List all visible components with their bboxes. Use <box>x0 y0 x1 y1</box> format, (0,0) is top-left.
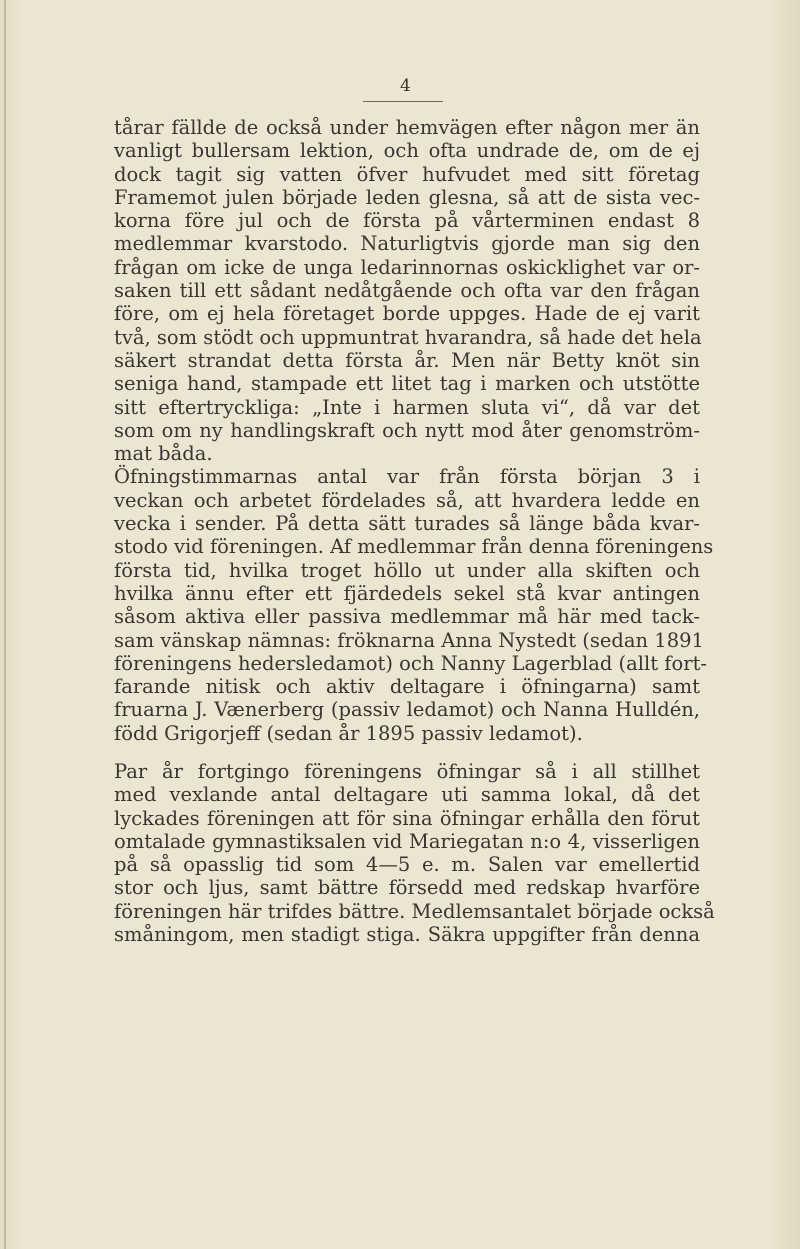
text-line: dock tagit sig vatten öfver hufvudet med sitt företag <box>114 162 700 186</box>
text-line: hvilka ännu efter ett fjärdedels sekel stå kvar antingen <box>114 581 700 605</box>
text-line: fruarna J. Vænerberg (passiv ledamot) och Nanna Hulldén, <box>114 698 700 722</box>
text-line: två, som stödt och uppmuntrat hvarandra, så hade det hela <box>114 325 702 349</box>
text-line: medlemmar kvarstodo. Naturligtvis gjorde man sig den <box>114 232 700 256</box>
text-line: såsom aktiva eller passiva medlemmar må här med tack- <box>114 605 700 629</box>
text-line: seniga hand, stampade ett litet tag i marken och utstötte <box>114 372 700 396</box>
text-line: vecka i sender. På detta sätt turades så länge båda kvar- <box>114 512 700 536</box>
text-line: frågan om icke de unga ledarinnornas oskicklighet var or- <box>114 255 700 279</box>
page-edge <box>4 0 6 1249</box>
text-line: Öfningstimmarnas antal var från första början 3 i <box>114 465 700 489</box>
text-line: föreningens hedersledamot) och Nanny Lagerblad (allt fort- <box>114 651 707 675</box>
text-line: småningom, men stadigt stiga. Säkra uppgifter från denna <box>114 923 700 947</box>
text-line: vanligt bullersam lektion, och ofta undrade de, om de ej <box>114 139 700 163</box>
paragraph-1 <box>114 116 714 745</box>
text-line: med vexlande antal deltagare uti samma lokal, då det <box>114 783 700 807</box>
text-line: Framemot julen började leden glesna, så att de sista vec- <box>114 185 700 209</box>
text-line: mat båda. <box>114 442 213 466</box>
text-line: sitt eftertryckliga: „Inte i harmen sluta vi“, då var det <box>114 395 700 419</box>
text-line: tårar fällde de också under hemvägen efter någon mer än <box>114 116 700 139</box>
header-rule <box>363 101 443 102</box>
paragraph-2 <box>114 760 715 947</box>
text-line: stodo vid föreningen. Af medlemmar från denna föreningens <box>114 535 714 559</box>
text-line: första tid, hvilka troget höllo ut under alla skiften och <box>114 558 700 582</box>
text-line: på så opasslig tid som 4—5 e. m. Salen var emellertid <box>114 853 700 877</box>
text-line: före, om ej hela företaget borde uppges. Hade de ej varit <box>114 302 700 326</box>
text-line: stor och ljus, samt bättre försedd med redskap hvarföre <box>114 876 700 900</box>
text-line: säkert strandat detta första år. Men när Betty knöt sin <box>114 348 700 372</box>
text-line: sam vänskap nämnas: fröknarna Anna Nystedt (sedan 1891 <box>114 628 704 652</box>
text-line: född Grigorjeff (sedan år 1895 passiv ledamot). <box>114 721 583 745</box>
text-line: omtalade gymnastiksalen vid Mariegatan n:o 4, visserligen <box>114 829 700 853</box>
text-line: farande nitisk och aktiv deltagare i öfningarna) samt <box>114 675 700 699</box>
text-line: som om ny handlingskraft och nytt mod åter genomström- <box>114 418 700 442</box>
page-number: 4 <box>400 76 411 96</box>
text-line: saken till ett sådant nedåtgående och ofta var den frågan <box>114 279 700 303</box>
text-line: korna före jul och de första på vårterminen endast 8 <box>114 209 700 233</box>
text-line: veckan och arbetet fördelades så, att hvardera ledde en <box>114 488 700 512</box>
text-line: lyckades föreningen att för sina öfningar erhålla den förut <box>114 806 700 830</box>
text-line: föreningen här trifdes bättre. Medlemsantalet började också <box>114 899 715 923</box>
text-line: Par år fortgingo föreningens öfningar så i all stillhet <box>114 760 700 783</box>
